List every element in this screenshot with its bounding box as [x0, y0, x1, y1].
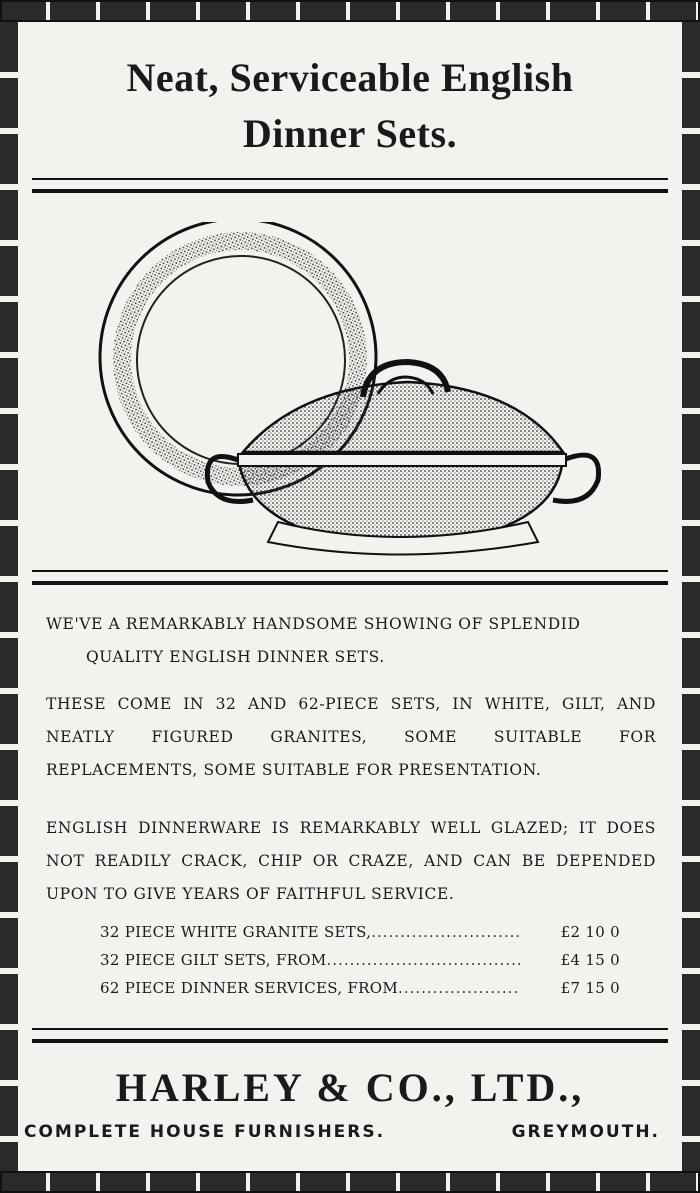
company-name: HARLEY & CO., LTD., [115, 1065, 585, 1110]
headline-line-1: Neat, Serviceable English [126, 55, 574, 100]
price-item-value: £7 15 0 [560, 979, 620, 997]
decorative-border-left [0, 22, 18, 1171]
price-item-label: 62 PIECE DINNER SERVICES, FROM [100, 979, 399, 997]
company-town: GREYMOUTH. [511, 1122, 660, 1142]
leader-dots [371, 918, 520, 946]
headline [18, 50, 682, 162]
dinner-plate-and-covered-tureen-icon [88, 222, 628, 562]
leader-dots [327, 946, 520, 974]
decorative-border-bottom [0, 1171, 700, 1193]
sets-paragraph: THESE COME IN 32 AND 62-PIECE SETS, IN WHITE, GILT, AND NEATLY FIGURED GRANITES, SOME SUITABLE FOR REPLACEMENTS, SOME SUITABLE FOR PRESENTATION. [46, 695, 656, 779]
decorative-border-top [0, 0, 700, 22]
price-item-label: 32 PIECE GILT SETS, FROM [100, 951, 327, 969]
advertisement [18, 22, 682, 1171]
price-item-label: 32 PIECE WHITE GRANITE SETS, [100, 923, 372, 941]
decorative-border-right [682, 22, 700, 1171]
intro-line-2: QUALITY ENGLISH DINNER SETS. [86, 648, 385, 666]
intro-paragraph [46, 608, 656, 674]
quality-paragraph: ENGLISH DINNERWARE IS REMARKABLY WELL GLAZED; IT DOES NOT READILY CRACK, CHIP OR CRAZE, AND CAN BE DEPENDED UPON TO GIVE YEARS OF FAITHFUL SERVICE. [46, 819, 656, 903]
price-item-value: £4 15 0 [560, 951, 620, 969]
price-row [100, 918, 620, 946]
divider-top [32, 178, 668, 193]
divider-bottom [32, 1028, 668, 1043]
price-row [100, 946, 620, 974]
price-item-value: £2 10 0 [560, 923, 620, 941]
price-row [100, 974, 620, 1002]
intro-line-1: WE'VE A REMARKABLY HANDSOME SHOWING OF SPLENDID [46, 615, 581, 633]
headline-line-2: Dinner Sets. [242, 111, 458, 156]
company-tagline: COMPLETE HOUSE FURNISHERS. [24, 1122, 386, 1142]
divider-middle [32, 570, 668, 585]
footer [24, 1122, 660, 1142]
leader-dots [398, 974, 520, 1002]
price-list [100, 918, 620, 1002]
